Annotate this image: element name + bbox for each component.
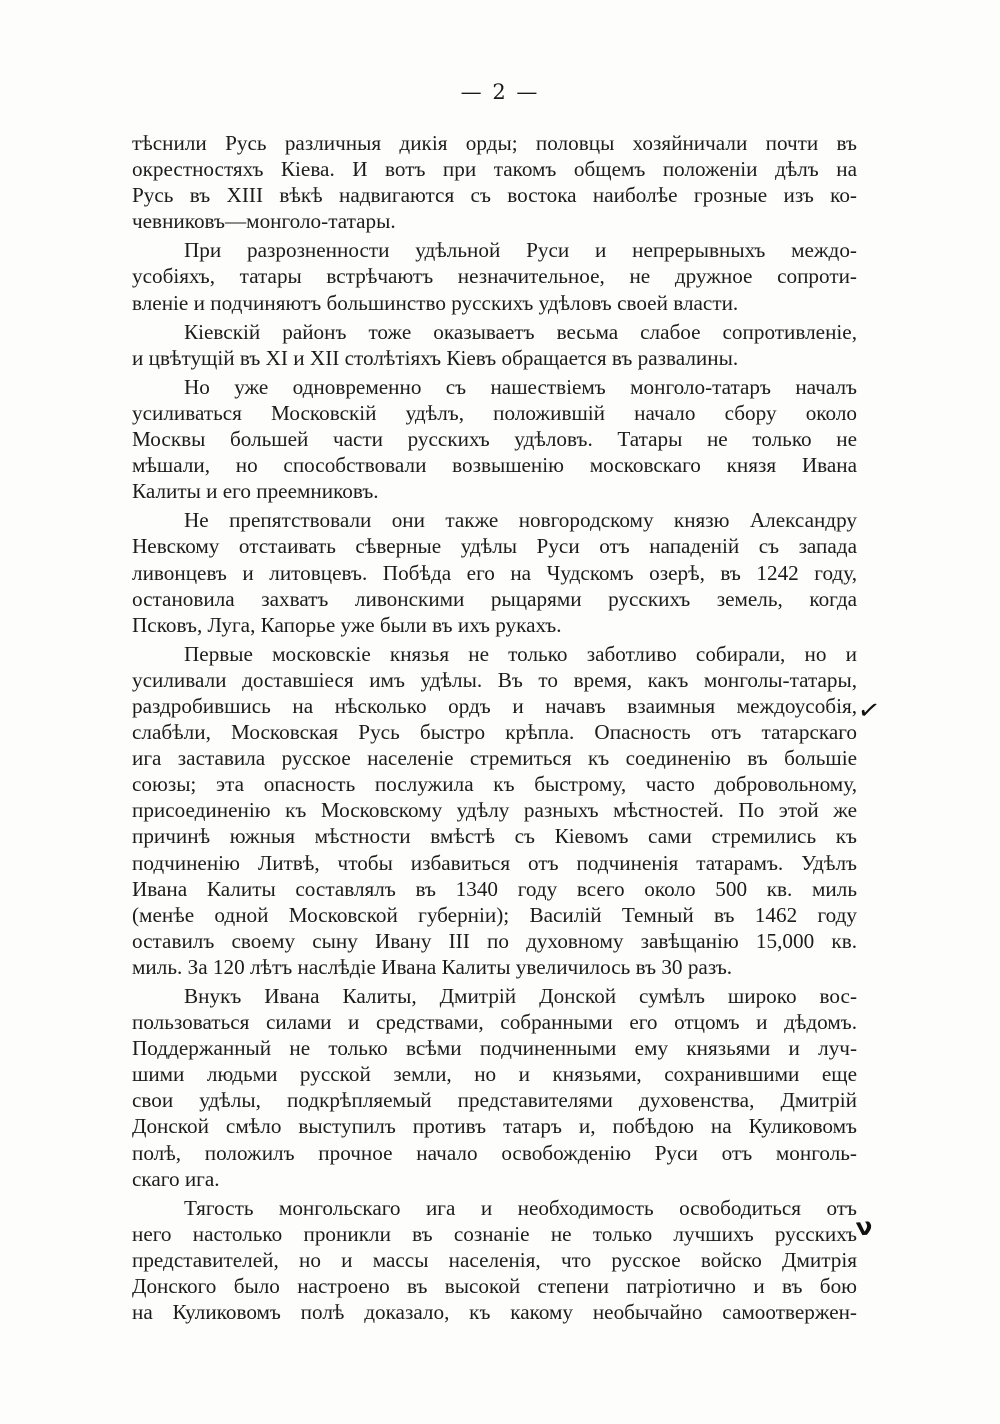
- text-line: усобіяхъ, татары встрѣчаютъ незначительное, не дружное сопроти-: [132, 264, 857, 289]
- margin-checkmark-icon: ✓: [855, 694, 883, 728]
- paragraph: [132, 641, 857, 980]
- margin-checkmark-icon: ν: [854, 1212, 874, 1242]
- text-line: Калиты и его преемниковъ.: [132, 479, 379, 504]
- text-line: Не препятствовали они также новгородскому князю Александру: [184, 508, 857, 533]
- text-line: присоединенію къ Московскому удѣлу разныхъ мѣстностей. По этой же: [132, 798, 857, 823]
- text-line: слабѣли, Московская Русь быстро крѣпла. Опасность отъ татарскаго: [132, 720, 857, 745]
- text-line: Кіевскій районъ тоже оказываетъ весьма слабое сопротивленіе,: [184, 319, 857, 344]
- text-line: оставилъ своему сыну Ивану III по духовному завѣщанію 15,000 кв.: [132, 928, 857, 953]
- paragraph: [132, 374, 857, 504]
- text-line: скаго ига.: [132, 1166, 220, 1191]
- text-line: свои удѣлы, подкрѣпляемый представителями духовенства, Дмитрій: [132, 1088, 857, 1113]
- text-line: Псковъ, Луга, Капорье уже были въ ихъ рукахъ.: [132, 612, 562, 637]
- text-line: усиливали доставшіеся имъ удѣлы. Въ то время, какъ монголы-татары,: [132, 667, 857, 692]
- text-line: Донского было настроено въ высокой степени патріотично и въ бою: [132, 1274, 857, 1299]
- text-line: полѣ, положилъ прочное начало освобожденію Руси отъ монголь-: [132, 1140, 857, 1165]
- body-text: [132, 130, 857, 1325]
- text-line: ливонцевъ и литовцевъ. Побѣда его на Чудскомъ озерѣ, въ 1242 году,: [132, 560, 857, 585]
- text-line: вленіе и подчиняютъ большинство русскихъ удѣловъ своей власти.: [132, 290, 739, 315]
- text-line: ига заставила русское населеніе стремиться къ соединенію въ большіе: [132, 746, 857, 771]
- text-line: тѣснили Русь различныя дикія орды; половцы хозяйничали почти въ: [132, 131, 857, 155]
- text-line: союзы; эта опасность послужила къ быстрому, часто добровольному,: [132, 772, 857, 797]
- text-line: мѣшали, но способствовали возвышенію московскаго князя Ивана: [132, 453, 857, 478]
- paragraph: [132, 1195, 857, 1325]
- text-line: Москвы большей части русскихъ удѣловъ. Татары не только не: [132, 427, 857, 452]
- text-line: раздробившись на нѣсколько ордъ и начавъ взаимныя междоусобія,: [132, 693, 857, 718]
- text-line: Внукъ Ивана Калиты, Дмитрій Донской сумѣлъ широко вос-: [184, 984, 857, 1008]
- text-line: миль. За 120 лѣтъ наслѣдіе Ивана Калиты увеличилось въ 30 разъ.: [132, 954, 733, 979]
- page-number: — 2 —: [460, 80, 540, 104]
- text-line: представителей, но и массы населенія, что русское войско Дмитрія: [132, 1247, 857, 1272]
- paragraph: [132, 983, 857, 1192]
- text-line: на Куликовомъ полѣ доказало, къ какому необычайно самоотвержен-: [132, 1300, 857, 1325]
- text-line: него настолько проникли въ сознаніе не только лучшихъ русскихъ: [132, 1221, 857, 1246]
- text-line: Но уже одновременно съ нашествіемъ монголо-татаръ началъ: [184, 374, 857, 399]
- paragraph: [132, 130, 857, 234]
- text-line: усиливаться Московскій удѣлъ, положившій начало сбору около: [132, 400, 857, 425]
- text-line: окрестностяхъ Кіева. И вотъ при такомъ общемъ положеніи дѣлъ на: [132, 157, 857, 182]
- text-line: остановила захватъ ливонскими рыцарями русскихъ земель, когда: [132, 586, 857, 611]
- text-line: Первые московскіе князья не только заботливо собирали, но и: [184, 641, 857, 666]
- text-line: причинѣ южныя мѣстности вмѣстѣ съ Кіевомъ сами стремились къ: [132, 824, 857, 849]
- paragraph: [132, 237, 857, 315]
- paragraph: [132, 319, 857, 371]
- text-line: и цвѣтущій въ XI и XII столѣтіяхъ Кіевъ обращается въ развалины.: [132, 345, 739, 370]
- text-line: чевниковъ—монголо-татары.: [132, 209, 396, 234]
- text-line: Невскому отстаивать сѣверные удѣлы Руси отъ нападеній съ запада: [132, 534, 857, 559]
- text-line: Донской смѣло выступилъ противъ татаръ и, побѣдою на Куликовомъ: [132, 1114, 857, 1139]
- paragraph: [132, 507, 857, 637]
- text-line: шими людьми русской земли, но и князьями, сохранившими еще: [132, 1062, 857, 1087]
- text-line: Поддержанный не только всѣми подчиненными ему князьями и луч-: [132, 1036, 857, 1061]
- text-line: пользоваться силами и средствами, собранными его отцомъ и дѣдомъ.: [132, 1010, 857, 1035]
- text-line: Тягость монгольскаго ига и необходимость освободиться отъ: [184, 1195, 857, 1220]
- text-line: Ивана Калиты составлялъ въ 1340 году всего около 500 кв. миль: [132, 876, 857, 901]
- text-line: (менѣе одной Московской губерніи); Василій Темный въ 1462 году: [132, 902, 857, 927]
- text-line: Русь въ XIII вѣкѣ надвигаются съ востока наиболѣе грозные изъ ко-: [132, 183, 857, 208]
- text-line: При разрозненности удѣльной Руси и непрерывныхъ междо-: [184, 238, 857, 263]
- text-line: подчиненію Литвѣ, чтобы избавиться отъ подчиненія татарамъ. Удѣлъ: [132, 850, 857, 875]
